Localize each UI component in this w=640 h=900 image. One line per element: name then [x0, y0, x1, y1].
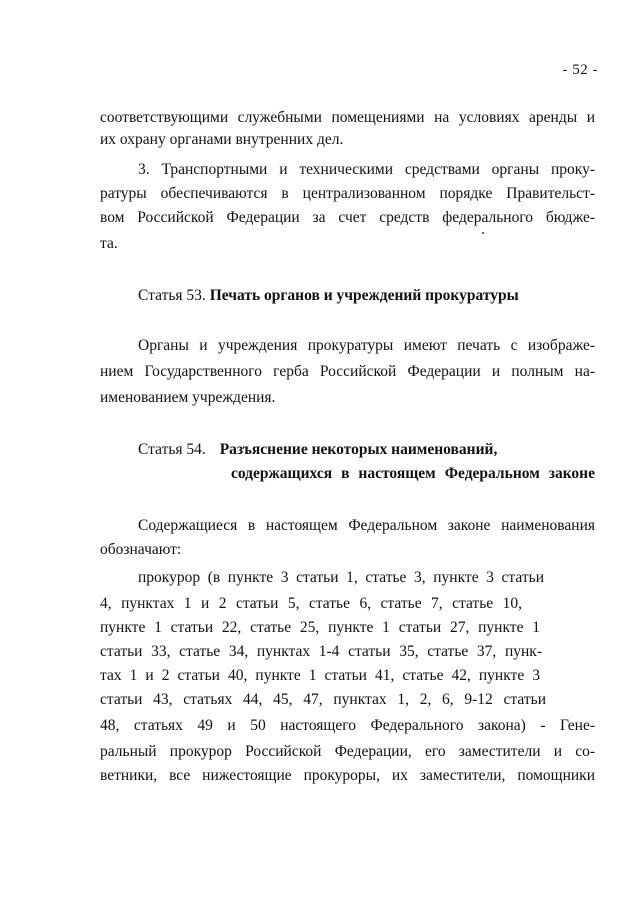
paragraph-line: именованием учреждения. — [100, 389, 276, 406]
page-number: - 52 - — [562, 62, 598, 78]
paragraph-line: 4, пунктах 1 и 2 статьи 5, статье 6, статье 7, статье 10, — [100, 595, 522, 612]
paragraph-line: тах 1 и 2 статьи 40, пункте 1 статьи 41, статье 42, пункте 3 — [100, 667, 540, 684]
paragraph-line: ратуры обеспечиваются в централизованном порядке Правительст- — [100, 185, 595, 202]
paragraph-line: та. — [100, 235, 118, 252]
paragraph-line: Содержащиеся в настоящем Федеральном законе наименования — [138, 517, 595, 534]
paragraph-line: статьи 33, статье 34, пунктах 1-4 статьи 35, статье 37, пунк- — [100, 643, 542, 660]
article-54-heading — [138, 440, 497, 460]
article-title: Печать органов и учреждений прокуратуры — [209, 287, 519, 304]
paragraph-line: их охрану органами внутренних дел. — [100, 131, 344, 148]
article-number: Статья 53. — [138, 287, 206, 304]
paragraph-line: соответствующими служебными помещениями на условиях аренды и — [100, 109, 595, 126]
scan-speck — [482, 232, 484, 234]
paragraph-line: Органы и учреждения прокуратуры имеют печать с изображе- — [138, 337, 595, 354]
article-title-line-1: Разъяснение некоторых наименований, — [219, 441, 498, 458]
paragraph-line: статьи 43, статьях 44, 45, 47, пунктах 1, 2, 6, 9-12 статьи — [100, 691, 546, 708]
paragraph-line: ральный прокурор Российской Федерации, его заместители и со- — [100, 743, 595, 760]
article-number: Статья 54. — [138, 441, 206, 458]
paragraph-line: 48, статьях 49 и 50 настоящего Федерального закона) - Гене- — [100, 717, 595, 734]
paragraph-line: пункте 1 статьи 22, статье 25, пункте 1 статьи 27, пункте 1 — [100, 619, 540, 636]
article-53-heading — [138, 286, 519, 306]
paragraph-line: обозначают: — [100, 541, 182, 558]
article-title-line-2: содержащихся в настоящем Федеральном законе — [231, 465, 595, 482]
paragraph-line: вом Российской Федерации за счет средств федерального бюдже- — [100, 209, 595, 226]
paragraph-line: 3. Транспортными и техническими средствами органы проку- — [138, 161, 595, 178]
paragraph-line: нием Государственного герба Российской Федерации и полным на- — [100, 363, 595, 380]
paragraph-line: прокурор (в пункте 3 статьи 1, статье 3, пункте 3 статьи — [138, 569, 544, 586]
paragraph-line: ветники, все нижестоящие прокуроры, их заместители, помощники — [100, 767, 595, 784]
